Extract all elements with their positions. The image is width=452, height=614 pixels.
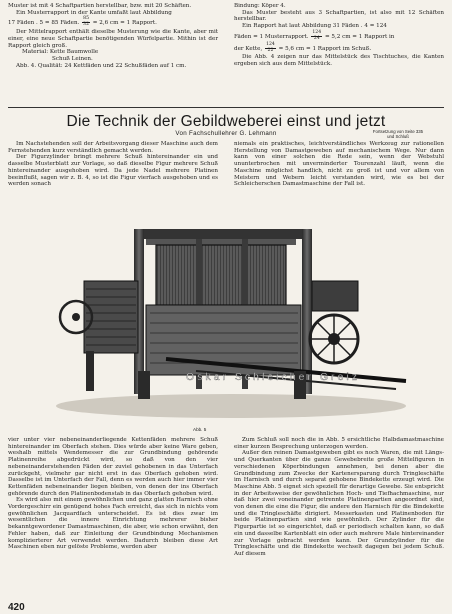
equation: der Kette, $\frac{124}{22}$ = 5,6 cm = 1 Rapport im Schuß. (234, 41, 372, 53)
mid-right-column (234, 141, 444, 188)
machine-illustration (46, 221, 418, 419)
page-number: 420 (8, 602, 25, 613)
damask-machine-drawing (46, 221, 418, 419)
paragraph: Außer den reinen Damastgeweben gibt es noch Waren, die mit Längs- und Querkanten über die ganze Gewebebreite große Mittelfiguren in verschiedenen Köperbindungen annehmen, bei denen aber die Grundbindung zum Zwecke der Kartenersparung durch Tringleschäfte im Harnisch und durch separat gehobene Bindekette erzeugt wird. Die Maschine Abb. 5 eignet sich speziell für derartige Gewebe. Sie entspricht in der Arbeitsweise der gewöhnlichen Hoch- und Tiefhachmaschine, nur daß hier zwei voneinander getrennte Platinenpartien angeordnet sind, von denen die eine die Figur, die andere den Harnisch für die Bindekette und die Tringleschäfte dirigiert. Messerkasten und Platinenboden für beide Platinenpartien sind wie gewöhnlich. Der Zylinder für die Figurpartie ist so eingerichtet, daß er periodisch schalten kann, so daß ein und dasselbe Kartenblatt ein oder auch mehrere Male hintereinander zur Vorlage gebracht werden kann. Der Grundzylinder für die Tringleschäfte und die Bindekette wechselt dagegen bei jedem Schuß. Auf diesem (234, 450, 444, 557)
paragraph: Im Nachstehenden soll der Arbeitsvorgang dieser Maschine auch dem Fernstehenden kurz verständlich gemacht werden. (8, 141, 218, 154)
fraction: $\frac{124}{22}$ (266, 41, 275, 53)
paragraph: Zum Schluß soll noch die in Abb. 5 ersichtliche Halbdamastmaschine einer kurzen Besprechung unterzogen werden. (234, 437, 444, 450)
paragraph: Das Muster besteht aus 3 Schaftpartien, ist also mit 12 Schäften herstellbar. (234, 9, 444, 23)
paragraph: Muster ist mit 4 Schaftpartien herstellbar, bzw. mit 20 Schäften. (8, 3, 192, 9)
equation: Fäden = 1 Musterrapport. $\frac{124}{24}$ = 5,2 cm = 1 Rapport in (234, 29, 395, 41)
fraction: $\frac{85}{32}$ (83, 16, 90, 28)
bottom-right-column (234, 437, 444, 558)
bottom-left-column (8, 437, 218, 551)
paragraph: Die Abb. 4 zeigen nur das Mittelstück des Tischtuches, die Kanten ergeben sich aus dem Mittelstück. (234, 54, 444, 68)
paragraph: Der Figurzylinder bringt mehrere Schuß hintereinander ein und dasselbe Musterblatt zur Vorlage, so daß dieselbe Figur mehrere Schuß hintereinander ausgehoben wird. Da jede Nadel mehrere Platinen beeinflußt, sagen wir z. B. 4, so ist die Figur vierfach ausgehoben und es werden sonach (8, 154, 218, 188)
figure-caption: Abb. 5 (193, 427, 207, 432)
paragraph: Ein Musterrapport in der Kante umfaßt laut Abbildung (16, 9, 172, 16)
material-line: Material: Kette Baumwolle (22, 49, 99, 56)
article-title: Die Technik der Gebildweberei einst und jetzt (66, 113, 386, 130)
fraction: $\frac{124}{24}$ (312, 29, 322, 41)
paragraph: vier unter vier nebeneinanderliegende Kettenfäden mehrere Schuß hintereinander im Oberfach stehen. Dies würde aber keine Ware geben, weshalb mittels Wendemesser die zur Grundbindung gehörende Platinenreihe abgedrückt wird, so daß von den vier nebeneinanderstehenden Fäden der zuviel gehobenen in das Unterfach zurückgeht, vielmehr gar nicht erst in das Oberfach gehoben wird. Dasselbe ist im Unterfach der Fall, denn es werden auch hier immer vier Kettenfäden nebeneinander liegen bleiben, von denen der ins Oberfach gehörende durch den Platinenbodenstab in das Oberfach gehoben wird. (8, 437, 218, 497)
continuation-note: Fortsetzung von Seite 335 und Schluß (372, 129, 424, 139)
mid-left-column (8, 141, 218, 188)
manufacturer-watermark: Oskar Schleicher Greiz (186, 371, 360, 383)
paragraph: Bindung: Köper 4. (234, 3, 286, 9)
top-left-column (8, 3, 218, 69)
paragraph: niemals ein praktisches, leichtverständliches Werkzeug zur rationellen Herstellung von Damastgeweben auf mechanischem Wege. Nur dann kann von einer solchen die Rede sein, wenn der Webstuhl ununterbrochen mit unverminderter Tourenzahl läuft, wenn die Maschine möglichst handlich, nicht zu groß ist und vor allem von Meistern und Webern leicht verstanden wird, wie es bei der Schleicherschen Damastmaschine der Fall ist. (234, 141, 444, 188)
equation: 17 Fäden . 5 = 85 Fäden. $\frac{85}{32}$ = 2,6 cm = 1 Rapport. (8, 16, 157, 28)
article-byline: Von Fachschullehrer G. Lehmann (175, 130, 277, 137)
material-line: Schuß Leinen. (52, 56, 93, 63)
paragraph: Der Mittelrapport enthält dieselbe Musterung wie die Kante, aber mit einer, eine neue Schaftpartie benötigenden Würfelpartie. Mithin ist der Rapport gleich groß. (8, 29, 218, 49)
top-right-column (234, 3, 444, 68)
section-rule (8, 107, 444, 108)
paragraph: Es wird also mit einem gewöhnlichen und ganz glatten Harnisch ohne Vordergeschirr ein genügend hohes Fach erreicht, das sich in nichts vom gewöhnlichen Jacquardfach unterscheidet. Es ist dies zwar im wesentlichen die innere Einrichtung mehrerer bisher bekanntgewordener Damastmaschinen, die aber, wie schon erwähnt, den Fehler haben, daß zur Einleitung der Grundbindung Mechanismen komplizierterer Art verwendet werden. Dadurch bleiben diese Art Maschinen eben nur gelöste Probleme, werden aber (8, 497, 218, 551)
paragraph: Abb. 4. Qualität: 24 Kettfäden und 22 Schußfäden auf 1 cm. (16, 62, 187, 69)
paragraph: Ein Rapport hat laut Abbildung 31 Fäden . 4 = 124 (242, 23, 387, 30)
